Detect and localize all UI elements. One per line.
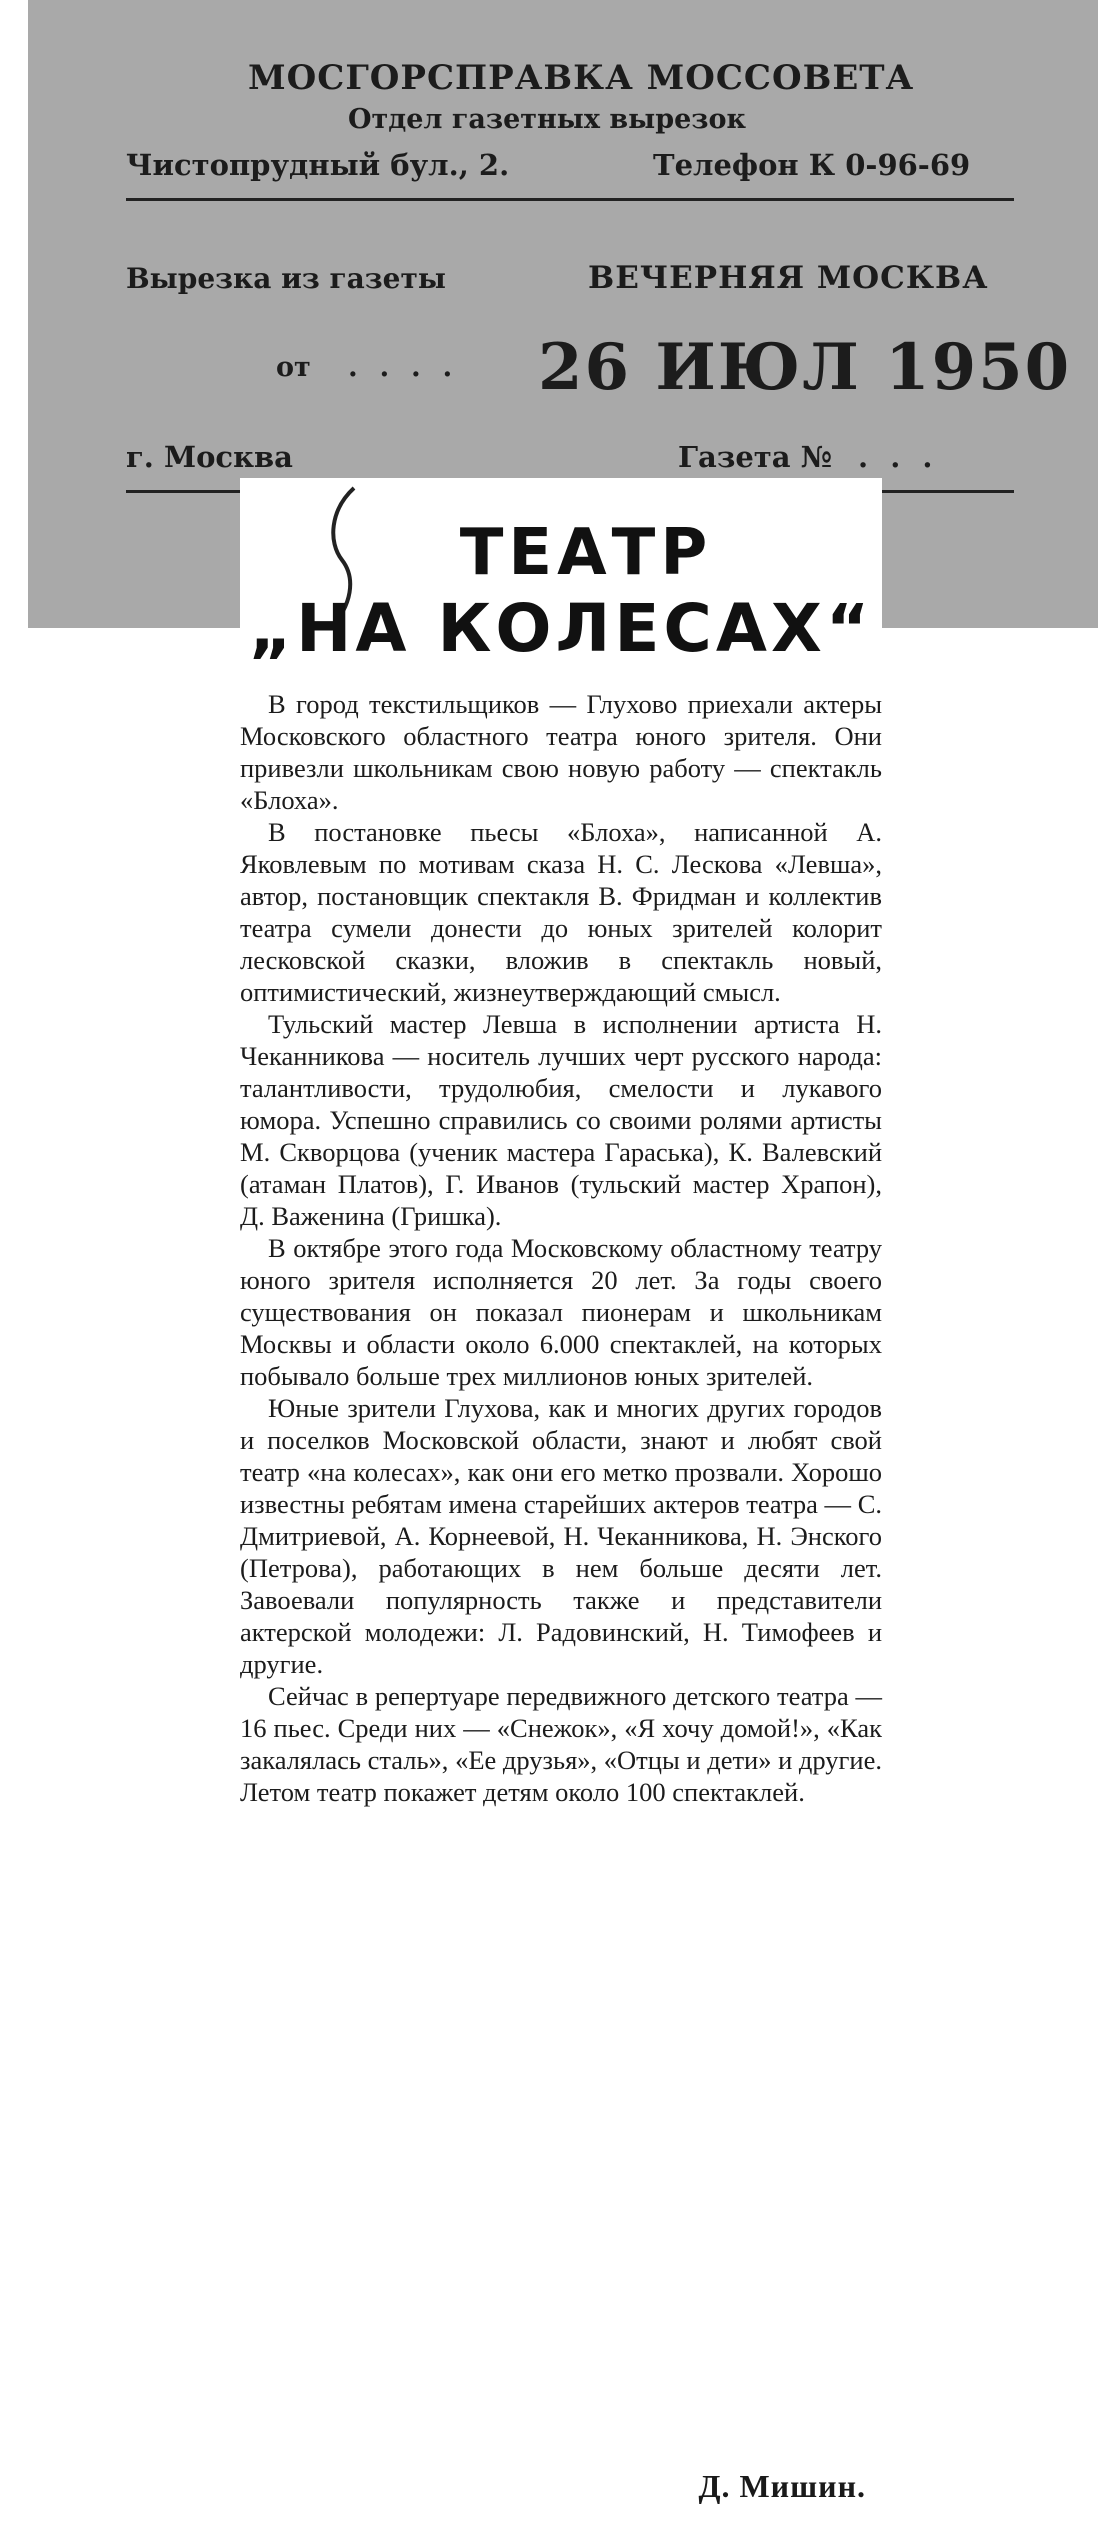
article-title-line-1: ТЕАТР xyxy=(459,516,713,590)
article-paragraph: В постановке пьесы «Блоха», написанной А. Яковлевым по мотивам сказа Н. С. Лескова «Левша», автор, постановщик спектакля В. Фридман и коллектив театра сумели донести до юных зрителей колорит лесковской сказки, вложив в спектакль новый, оптимистический, жизнеутверждающий смысл. xyxy=(240,817,882,1007)
article-title-line-2: „НА КОЛЕСАХ“ xyxy=(248,590,874,667)
date-stamp: 26 ИЮЛ 1950 xyxy=(538,330,1072,405)
date-dots: . . . . xyxy=(348,350,459,383)
article-paragraph: В октябре этого года Московскому областному театру юного зрителя исполняется 20 лет. За годы своего существования он показал пионерам и школьникам Москвы и области около 6.000 спектаклей, на которых побывало больше трех миллионов юных зрителей. xyxy=(240,1233,882,1391)
article-paragraph: Юные зрители Глухова, как и многих других городов и поселков Московской области, знают и любят свой театр «на колесах», как они его метко прозвали. Хорошо известны ребятам имена старейших актеров театра — С. Дмитриевой, А. Корнеевой, Н. Чеканникова, Н. Энского (Петрова), работающих в нем больше десяти лет. Завоевали популярность также и представители актерской молодежи: Л. Радовинский, Н. Тимофеев и другие. xyxy=(240,1393,882,1679)
city-label: г. Москва xyxy=(126,440,293,474)
phone-number: Телефон К 0-96-69 xyxy=(653,148,971,182)
date-label: от xyxy=(276,352,311,383)
header-divider-top xyxy=(126,198,1014,201)
article-paragraph: Тульский мастер Левша в исполнении артиста Н. Чеканникова — носитель лучших черт русского народа: талантливости, трудолюбия, смелости и лукавого юмора. Успешно справились со своими ролями артисты М. Скворцова (ученик мастера Гараська), К. Валевский (атаман Платов), Г. Иванов (тульский мастер Храпон), Д. Важенина (Гришка). xyxy=(240,1009,882,1231)
clipping-label: Вырезка из газеты xyxy=(126,262,446,295)
article-body xyxy=(240,688,882,1808)
newspaper-number-dots: . . . xyxy=(858,440,939,474)
newspaper-article xyxy=(240,478,882,2518)
newspaper-name: ВЕЧЕРНЯЯ МОСКВА xyxy=(588,260,989,296)
department-name: Отдел газетных вырезок xyxy=(348,104,746,135)
newspaper-number-label: Газета № xyxy=(678,440,833,474)
organization-name: МОСГОРСПРАВКА МОССОВЕТА xyxy=(248,58,915,98)
author-signature: Д. Мишин. xyxy=(698,2468,866,2504)
address: Чистопрудный бул., 2. xyxy=(126,148,510,182)
article-paragraph: В город текстильщиков — Глухово приехали актеры Московского областного театра юного зрителя. Они привезли школьникам свою новую работу — спектакль «Блоха». xyxy=(240,689,882,815)
article-paragraph: Сейчас в репертуаре передвижного детского театра — 16 пьес. Среди них — «Снежок», «Я хочу домой!», «Как закалялась сталь», «Ее друзья», «Отцы и дети» и другие. Летом театр покажет детям около 100 спектаклей. xyxy=(240,1681,882,1807)
